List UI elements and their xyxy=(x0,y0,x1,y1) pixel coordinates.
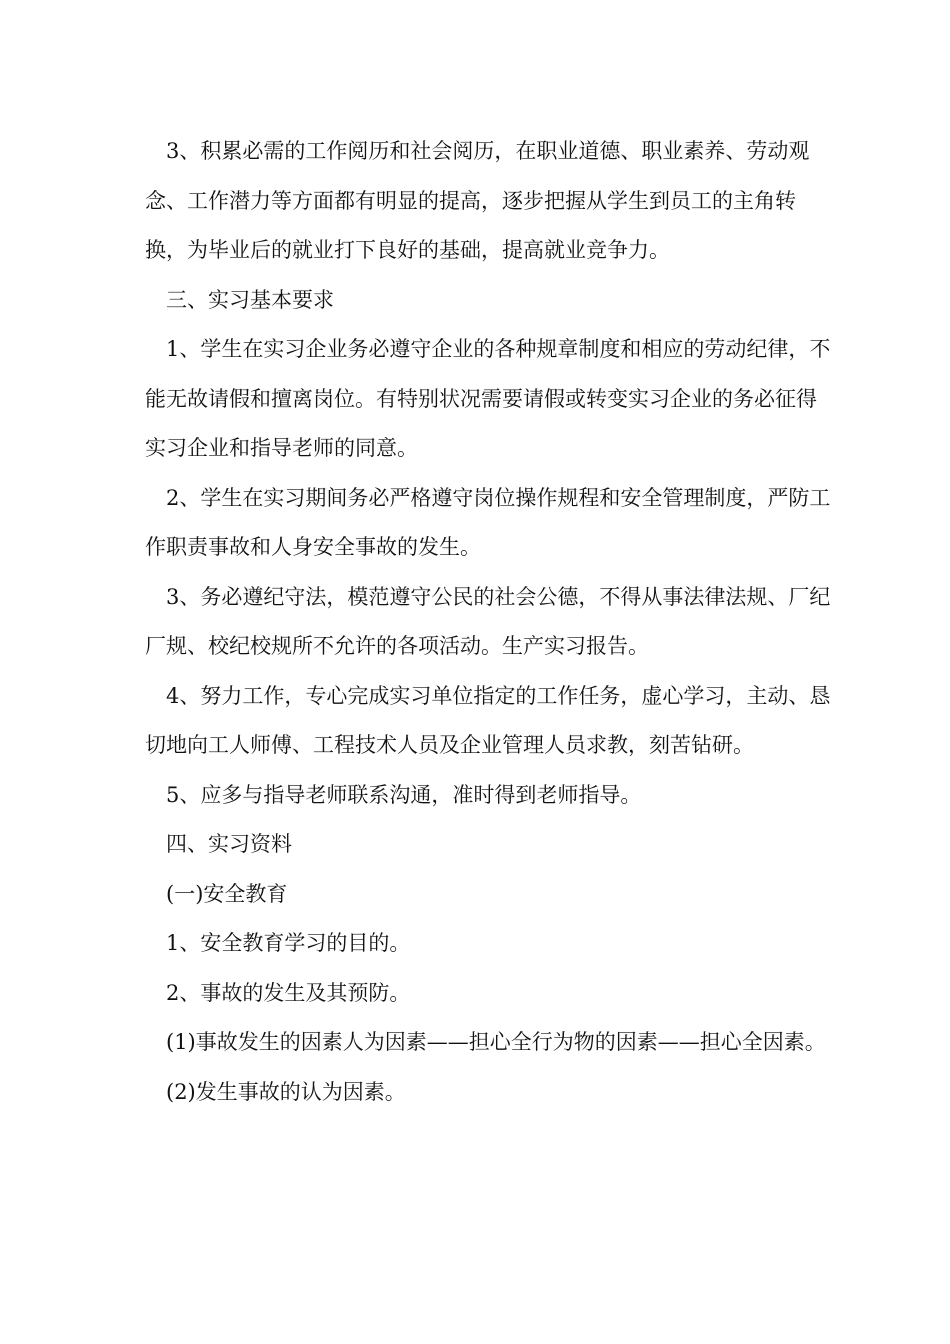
paragraph-requirement-3: 3、务必遵纪守法，模范遵守公民的社会公德，不得从事法律法规、厂纪厂规、校纪校规所不允许的各项活动。生产实习报告。 xyxy=(145,584,831,658)
paragraph-requirement-1: 1、学生在实习企业务必遵守企业的各种规章制度和相应的劳动纪律，不能无故请假和擅离岗位。有特别状况需要请假或转变实习企业的务必征得实习企业和指导老师的同意。 xyxy=(145,337,831,460)
subheading-safety-education: (一)安全教育 xyxy=(166,881,288,906)
paragraph-safety-1: 1、安全教育学习的目的。 xyxy=(166,931,411,955)
paragraph-safety-2: 2、事故的发生及其预防。 xyxy=(166,980,411,1005)
document-body xyxy=(145,127,835,1117)
section-heading-requirements: 三、实习基本要求 xyxy=(166,287,334,312)
section-heading-materials: 四、实习资料 xyxy=(166,832,292,856)
paragraph-goal-3: 3、积累必需的工作阅历和社会阅历，在职业道德、职业素养、劳动观念、工作潜力等方面都有明显的提高，逐步把握从学生到员工的主角转换，为毕业后的就业打下良好的基础，提高就业竞争力。 xyxy=(145,139,810,262)
paragraph-requirement-4: 4、努力工作，专心完成实习单位指定的工作任务，虚心学习，主动、恳切地向工人师傅、工程技术人员及企业管理人员求教，刻苦钻研。 xyxy=(145,683,831,757)
paragraph-safety-2-2: (2)发生事故的认为因素。 xyxy=(166,1079,406,1104)
paragraph-requirement-2: 2、学生在实习期间务必严格遵守岗位操作规程和安全管理制度，严防工作职责事故和人身安全事故的发生。 xyxy=(145,485,831,559)
paragraph-requirement-5: 5、应多与指导老师联系沟通，准时得到老师指导。 xyxy=(166,782,642,807)
paragraph-safety-2-1: (1)事故发生的因素人为因素——担心全行为物的因素——担心全因素。 xyxy=(166,1030,826,1054)
